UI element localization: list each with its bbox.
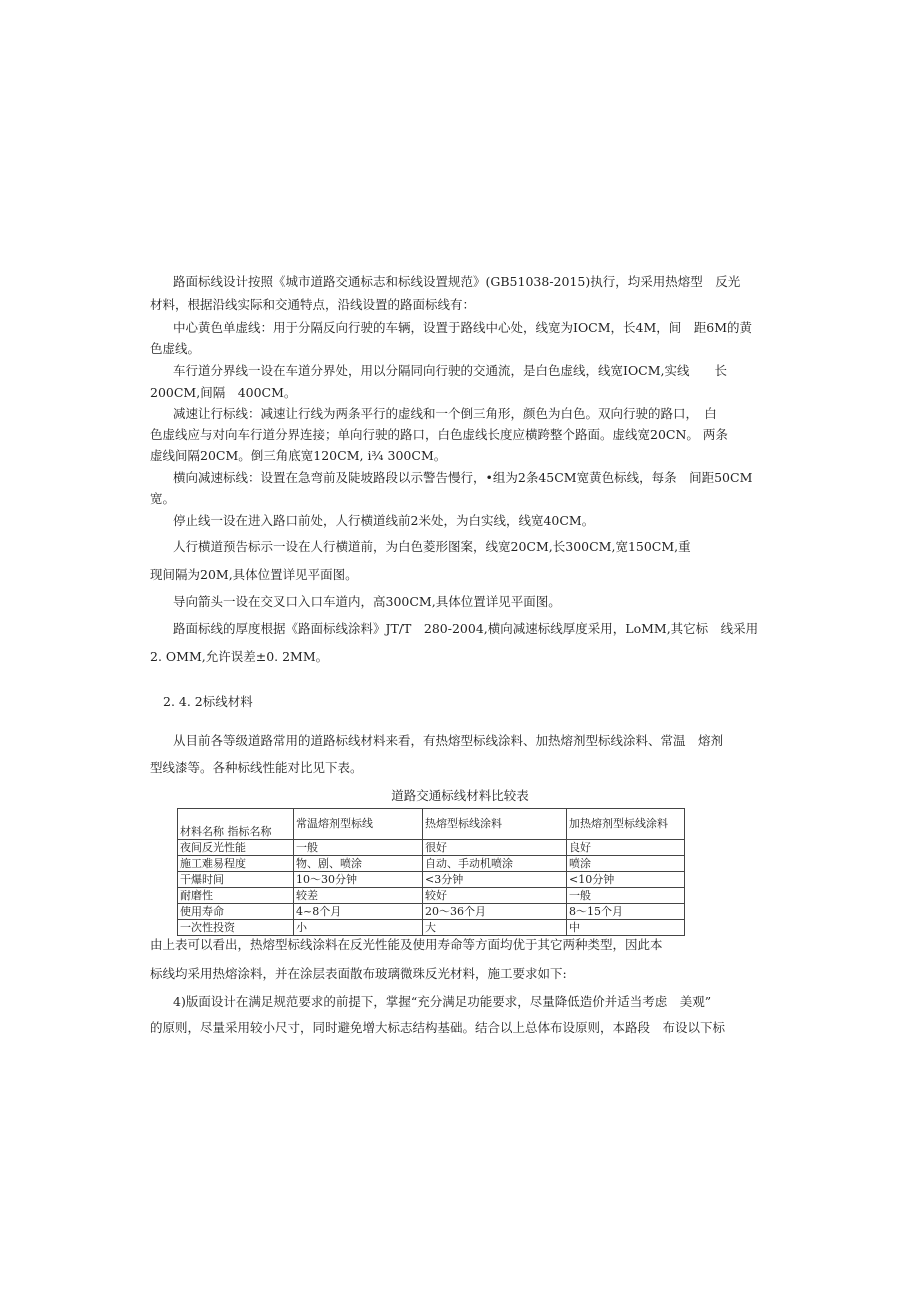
- table-cell: 干爆时间: [178, 872, 294, 888]
- text-line: 路面标线设计按照《城市道路交通标志和标线设置规范》(GB51038-2015)执行，均采用热熔型 反光: [173, 274, 741, 289]
- table-cell: 较好: [423, 888, 567, 904]
- table-cell: 8～15个月: [567, 904, 685, 920]
- table-cell: 施工难易程度: [178, 856, 294, 872]
- table-row: [178, 840, 685, 856]
- table-cell: 较差: [294, 888, 423, 904]
- table-row: [178, 888, 685, 904]
- table-row: [178, 856, 685, 872]
- text-line: 虚线间隔20CM。倒三角底宽120CM, i¾ 300CM。: [150, 448, 447, 463]
- table-cell: 中: [567, 920, 685, 936]
- text-line: 的原则，尽量采用较小尺寸，同时避免增大标志结构基础。结合以上总体布设原则，本路段 布设以下标: [150, 1020, 726, 1035]
- header-cell: 热熔型标线涂料: [423, 809, 567, 840]
- text-line: 材料，根据沿线实际和交通特点，沿线设置的路面标线有：: [150, 297, 476, 312]
- table-title: 道路交通标线材料比较表: [391, 788, 529, 803]
- text-line: 标线均采用热熔涂料，并在涂层表面散布玻璃微珠反光材料，施工要求如下:: [150, 966, 567, 981]
- text-line: 色虚线应与对向车行道分界连接；单向行驶的路口，白色虚线长度应横跨整个路面。虚线宽20CN。 两条: [150, 427, 728, 442]
- text-line: 导向箭头一设在交叉口入口车道内，高300CM,具体位置详见平面图。: [173, 594, 561, 609]
- text-line: 2. OMM,允许误差±0. 2MM。: [150, 649, 329, 664]
- text-line: 色虚线。: [150, 341, 201, 356]
- text-line: 宽。: [150, 491, 176, 506]
- table-cell: 物、剧、喷涂: [294, 856, 423, 872]
- table-cell: 喷涂: [567, 856, 685, 872]
- text-line: 路面标线的厚度根据《路面标线涂料》JT/T 280-2004,横向减速标线厚度采用，LoMM,其它标 线采用: [173, 621, 759, 636]
- table-row: [178, 872, 685, 888]
- table-header-row: [178, 809, 685, 840]
- table-cell: 小: [294, 920, 423, 936]
- text-line: 现间隔为20M,具体位置详见平面图。: [150, 567, 358, 582]
- table-cell: 很好: [423, 840, 567, 856]
- table-cell: 耐磨性: [178, 888, 294, 904]
- header-cell: 常温熔剂型标线: [294, 809, 423, 840]
- table-cell: 大: [423, 920, 567, 936]
- text-line: 横向减速标线：设置在急弯前及陡坡路段以示警告慢行，•组为2条45CM宽黄色标线，每条 间距50CM: [173, 470, 753, 485]
- text-line: 由上表可以看出，热熔型标线涂料在反光性能及使用寿命等方面均优于其它两种类型，因此本: [150, 937, 663, 952]
- table-cell: 20～36个月: [423, 904, 567, 920]
- section-heading: 2. 4. 2标线材料: [163, 694, 253, 709]
- text-line: 型线漆等。各种标线性能对比见下表。: [150, 760, 363, 775]
- table-cell: 10～30分钟: [294, 872, 423, 888]
- table-cell: 良好: [567, 840, 685, 856]
- text-line: 车行道分界线一设在车道分界处，用以分隔同向行驶的交通流，是白色虚线，线宽IOCM,实线 长: [173, 363, 728, 378]
- table-cell: 一次性投资: [178, 920, 294, 936]
- text-line: 从目前各等级道路常用的道路标线材料来看，有热熔型标线涂料、加热熔剂型标线涂料、常温 熔剂: [173, 733, 724, 748]
- table-cell: 一般: [567, 888, 685, 904]
- header-cell: 加热熔剂型标线涂料: [567, 809, 685, 840]
- text-line: 减速让行标线：减速让行线为两条平行的虚线和一个倒三角形，颜色为白色。双向行驶的路口， 白: [173, 406, 717, 421]
- comparison-table: [177, 808, 685, 936]
- table-cell: 4~8个月: [294, 904, 423, 920]
- table-row: [178, 904, 685, 920]
- table-row: [178, 920, 685, 936]
- table-cell: 一般: [294, 840, 423, 856]
- text-line: 人行横道预告标示一设在人行横道前，为白色菱形图案，线宽20CM,长300CM,宽150CM,重: [173, 539, 691, 554]
- text-line: 停止线一设在进入路口前处，人行横道线前2米处，为白实线，线宽40CM。: [173, 513, 595, 528]
- text-line: 中心黄色单虚线：用于分隔反向行驶的车辆，设置于路线中心处，线宽为IOCM，长4M，间 距6M的黄: [173, 320, 753, 335]
- table-cell: 使用寿命: [178, 904, 294, 920]
- table-cell: 夜间反光性能: [178, 840, 294, 856]
- text-line: 200CM,间隔 400CM。: [150, 385, 297, 400]
- table-cell: <3分钟: [423, 872, 567, 888]
- header-cell: 材料名称 指标名称: [178, 809, 294, 840]
- text-line: 4)版面设计在满足规范要求的前提下，掌握“充分满足功能要求，尽量降低造价并适当考虑 美观”: [173, 994, 712, 1009]
- table-cell: 自动、手动机喷涂: [423, 856, 567, 872]
- table-cell: <10分钟: [567, 872, 685, 888]
